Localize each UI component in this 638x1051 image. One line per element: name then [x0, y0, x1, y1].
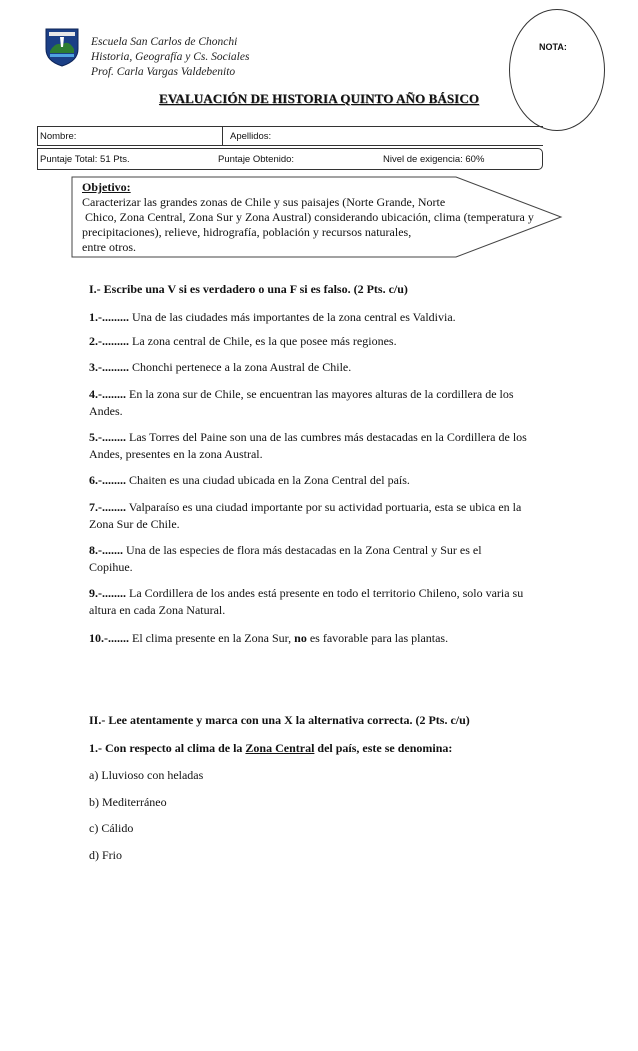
item-text-continued: Andes.: [89, 404, 123, 418]
section-2-heading: II.- Lee atentamente y marca con una X la alternativa correcta. (2 Pts. c/u): [89, 713, 470, 727]
true-false-item[interactable]: [89, 386, 559, 420]
item-number: 5.-........: [89, 430, 126, 444]
item-text: Chaiten es una ciudad ubicada en la Zona Central del país.: [126, 473, 410, 487]
lastname-field-label[interactable]: Apellidos:: [230, 131, 272, 142]
objective-line: Chico, Zona Central, Zona Sur y Zona Austral) considerando ubicación, clima (temperatura y: [82, 210, 534, 224]
objective-line: precipitaciones), relieve, hidrografía, población y recursos naturales,: [82, 225, 412, 239]
true-false-item[interactable]: [89, 542, 559, 576]
item-text: En la zona sur de Chile, se encuentran las mayores alturas de la cordillera de los: [126, 387, 514, 401]
option-d[interactable]: d) Frio: [89, 848, 122, 862]
item-text: es favorable para las plantas.: [306, 631, 449, 645]
name-field-label[interactable]: Nombre:: [40, 131, 77, 142]
true-false-item[interactable]: [89, 359, 559, 376]
requirement-level: Nivel de exigencia: 60%: [383, 154, 485, 165]
true-false-item[interactable]: [89, 472, 559, 489]
item-text-continued: Zona Sur de Chile.: [89, 517, 180, 531]
item-text: Una de las ciudades más importantes de la zona central es Valdivia.: [129, 310, 456, 324]
question-keyword: Zona Central: [245, 741, 315, 755]
total-score: Puntaje Total: 51 Pts.: [40, 154, 130, 165]
item-number: 10.-.......: [89, 631, 129, 645]
section-1-heading: I.- Escribe una V si es verdadero o una F si es falso. (2 Pts. c/u): [89, 282, 408, 296]
item-number: 8.-.......: [89, 543, 123, 557]
school-name: Escuela San Carlos de Chonchi: [91, 36, 238, 48]
item-number: 4.-........: [89, 387, 126, 401]
true-false-item[interactable]: [89, 499, 559, 533]
subject-name: Historia, Geografía y Cs. Sociales: [91, 51, 250, 63]
option-b[interactable]: b) Mediterráneo: [89, 795, 167, 809]
true-false-item[interactable]: [89, 333, 559, 350]
objective-line: entre otros.: [82, 240, 136, 254]
teacher-name: Prof. Carla Vargas Valdebenito: [91, 66, 236, 78]
option-a[interactable]: a) Lluvioso con heladas: [89, 768, 204, 782]
item-number: 9.-........: [89, 586, 126, 600]
item-text: Las Torres del Paine son una de las cumbres más destacadas en la Cordillera de los: [126, 430, 527, 444]
item-text-continued: Copihue.: [89, 560, 133, 574]
true-false-item[interactable]: [89, 585, 559, 619]
exam-title: EVALUACIÓN DE HISTORIA QUINTO AÑO BÁSICO: [158, 91, 480, 106]
question-text: del país, este se denomina:: [314, 741, 453, 755]
true-false-item[interactable]: [89, 630, 559, 647]
item-text: La Cordillera de los andes está presente en todo el territorio Chileno, solo varia su: [126, 586, 524, 600]
item-number: 1.-.........: [89, 310, 129, 324]
item-text-emphasis: no: [294, 631, 307, 645]
true-false-item[interactable]: [89, 429, 559, 463]
question-text: 1.- Con respecto al clima de la: [89, 741, 246, 755]
obtained-score-label[interactable]: Puntaje Obtenido:: [218, 154, 295, 165]
item-text-continued: Andes, presentes en la zona Austral.: [89, 447, 263, 461]
objective-line: Caracterizar las grandes zonas de Chile y sus paisajes (Norte Grande, Norte: [82, 195, 446, 209]
question-1: [89, 740, 559, 757]
objective-label: Objetivo:: [82, 180, 131, 194]
item-text-continued: altura en cada Zona Natural.: [89, 603, 226, 617]
item-text: La zona central de Chile, es la que posee más regiones.: [129, 334, 397, 348]
item-number: 2.-.........: [89, 334, 129, 348]
objective-text: [82, 180, 562, 255]
item-number: 7.-........: [89, 500, 126, 514]
item-number: 3.-.........: [89, 360, 129, 374]
grade-label: NOTA:: [539, 42, 567, 52]
item-number: 6.-........: [89, 473, 126, 487]
true-false-item[interactable]: [89, 309, 559, 326]
item-text: Una de las especies de flora más destacadas en la Zona Central y Sur es el: [123, 543, 482, 557]
item-text: El clima presente en la Zona Sur,: [129, 631, 295, 645]
item-text: Valparaíso es una ciudad importante por su actividad portuaria, esta se ubica en la: [126, 500, 522, 514]
item-text: Chonchi pertenece a la zona Austral de Chile.: [129, 360, 352, 374]
option-c[interactable]: c) Cálido: [89, 821, 134, 835]
